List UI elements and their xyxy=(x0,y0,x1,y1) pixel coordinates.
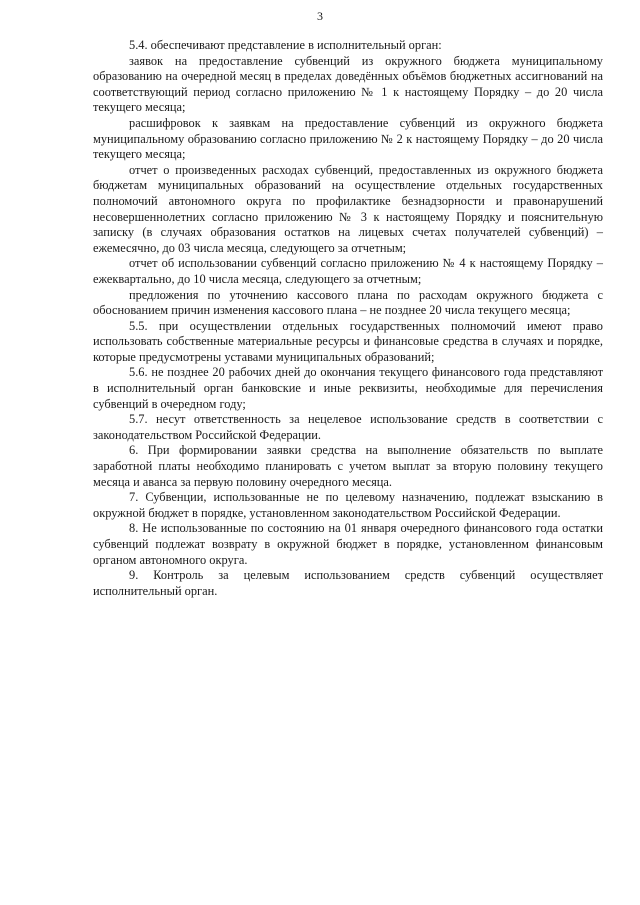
paragraph-5-5: 5.5. при осуществлении отдельных государственных полномочий имеют право использовать собственные материальные ресурсы и финансовые средства в случаях и порядке, которые предусмотрены уставами муниципальных образований; xyxy=(93,318,603,364)
paragraph-6: 6. При формировании заявки средства на выполнение обязательств по выплате заработной платы необходимо планировать с учетом выплат за вторую половину текущего месяца и аванса за первую половину очередного месяца. xyxy=(93,443,603,489)
page-number: 3 xyxy=(317,9,323,23)
paragraph-5-6: 5.6. не позднее 20 рабочих дней до окончания текущего финансового года представляют в исполнительный орган банковские и иные реквизиты, необходимые для перечисления субвенций в очередном году; xyxy=(93,365,603,411)
paragraph-usage-report: отчет об использовании субвенций согласно приложению № 4 к настоящему Порядку – ежеквартально, до 10 числа месяца, следующего за отчетным; xyxy=(93,256,603,286)
paragraph-5-7: 5.7. несут ответственность за нецелевое использование средств в соответствии с законодательством Российской Федерации. xyxy=(93,412,603,442)
paragraph-requests: заявок на предоставление субвенций из окружного бюджета муниципальному образованию на очередной месяц в пределах доведённых объёмов бюджетных ассигнований на соответствующий период согласно приложению № 1 к настоящему Порядку – до 20 числа текущего месяца; xyxy=(93,53,603,115)
paragraph-8: 8. Не использованные по состоянию на 01 января очередного финансового года остатки субвенций подлежат возврату в окружной бюджет в порядке, установленном финансовым органом автономного округа. xyxy=(93,521,603,567)
paragraph-expense-report: отчет о произведенных расходах субвенций, предоставленных из окружного бюджета бюджетам муниципальных образований на осуществление отдельных государственных полномочий автономного округа по профилактике безнадзорности и правонарушений несовершеннолетних согласно приложению № 3 к настоящему Порядку и пояснительную записку (в случаях образования остатков на лицевых счетах получателей субвенций) – ежемесячно, до 03 числа месяца, следующего за отчетным; xyxy=(93,162,603,255)
paragraph-breakdowns: расшифровок к заявкам на предоставление субвенций из окружного бюджета муниципальному образованию согласно приложению № 2 к настоящему Порядку – до 20 числа текущего месяца; xyxy=(93,115,603,162)
paragraph-5-4: 5.4. обеспечивают представление в исполнительный орган: xyxy=(129,38,442,52)
paragraph-9: 9. Контроль за целевым использованием средств субвенций осуществляет исполнительный орган. xyxy=(93,568,603,598)
paragraph-cash-plan: предложения по уточнению кассового плана по расходам окружного бюджета с обоснованием причин изменения кассового плана – не позднее 20 числа текущего месяца; xyxy=(93,287,603,318)
paragraph-7: 7. Субвенции, использованные не по целевому назначению, подлежат взысканию в окружной бюджет в порядке, установленном законодательством Российской Федерации. xyxy=(93,490,603,520)
document-body xyxy=(93,38,603,599)
